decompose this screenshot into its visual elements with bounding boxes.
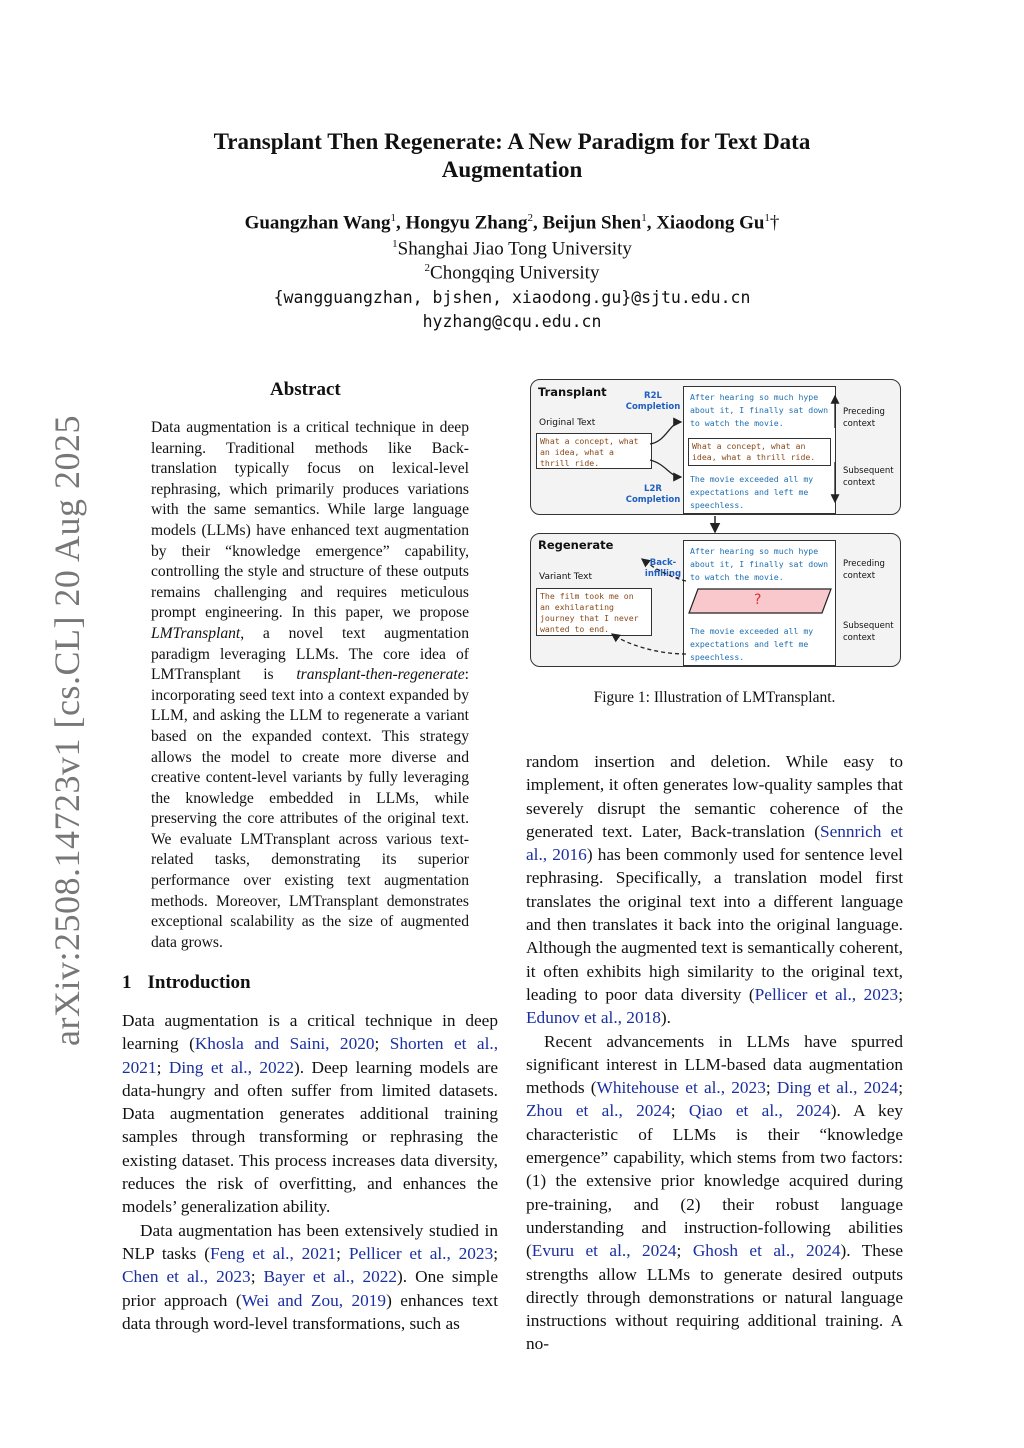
l2r-completion-label: L2R Completion [625, 484, 681, 505]
preceding-text: After hearing so much hype about it, I finally sat down to watch the movie. [690, 546, 829, 582]
citation-link[interactable]: Wei and Zou, 2019 [241, 1290, 387, 1310]
placeholder-mark: ? [754, 592, 762, 608]
back-infilling-arrow-bottom [612, 634, 686, 654]
citation-link[interactable]: Whitehouse et al., 2023 [596, 1078, 766, 1098]
subsequent-context-label: Subsequent context [843, 466, 894, 488]
citation-link[interactable]: Qiao et al., 2024 [688, 1101, 831, 1121]
author-list: Guangzhan Wang$^1$, Hongyu Zhang$^2$, Beijun Shen$^1$, Xiaodong Gu$^1$† [244, 212, 780, 234]
affiliation: $^1$Shanghai Jiao Tong University [392, 238, 632, 260]
author: Guangzhan Wang [244, 212, 391, 234]
original-text-label: Original Text [539, 418, 596, 428]
citation-link[interactable]: Bayer et al., 2022 [263, 1267, 398, 1287]
subsequent-text: The movie exceeded all my expectations and left me speechless. [690, 626, 814, 662]
paragraph: Data augmentation has been extensively studied in NLP tasks (Feng et al., 2021; Pellicer et al., 2023; Chen et al., 2023; Bayer et al., 2022). One simple prior approach (Wei and Zou, 2019) enhances text data through word-level transformations, such as [122, 1220, 499, 1333]
r2l-completion-label: R2L Completion [625, 391, 681, 412]
l2r-arrow [650, 460, 681, 477]
citation-link[interactable]: Khosla and Saini, 2020 [194, 1034, 375, 1054]
citation-link[interactable]: Chen et al., 2023 [122, 1267, 251, 1287]
transplant-label: Transplant [538, 385, 607, 399]
email[interactable]: hyzhang@cqu.edu.cn [422, 312, 602, 331]
paper-title: Transplant Then Regenerate: A New Paradigm for Text Data Augmentation [213, 129, 811, 182]
variant-text-box: The film took me on an exhilarating journey that I never wanted to end. [536, 588, 652, 636]
abstract-heading: Abstract [270, 379, 341, 400]
regenerate-label: Regenerate [538, 538, 614, 552]
figure-1 [526, 376, 906, 676]
citation-link[interactable]: Feng et al., 2021 [209, 1243, 337, 1263]
abstract-body: Data augmentation is a critical technique in deep learning. Traditional methods like Back-translation typically focus on lexical-level rephrasing, which primarily produces variations with the same semantics. While large language models (LLMs) have enhanced text augmentation by their “knowledge emergence” capability, controlling the style and structure of these outputs remains challenging and requires meticulous prompt engineering. In this paper, we propose LMTransplant, a novel text augmentation paradigm leveraging LLMs. The core idea of LMTransplant is transplant-then-regenerate: incorporating seed text into a context expanded by LLM, and asking the LLM to regenerate a variant based on the expanded context. This strategy allows the model to create more diverse and creative content-level variants by fully leveraging the knowledge embedded in LLMs, while preserving the core attributes of the original text. We evaluate LMTransplant across various text-related tasks, demonstrating its superior performance over existing text augmentation methods. Moreover, LMTransplant demonstrates exceptional scalability as the size of augmented data grows. [151, 419, 469, 951]
middle-text-box: What a concept, what an idea, what a thrill ride. [688, 438, 831, 466]
preceding-context-label: Preceding context [843, 407, 885, 429]
affiliation: $^2$Chongqing University [424, 262, 600, 284]
citation-link[interactable]: Sennrich et al., 2016 [526, 821, 903, 865]
arxiv-identifier: arXiv:2508.14723v1 [cs.CL] 20 Aug 2025 [47, 415, 87, 1046]
citation-link[interactable]: Edunov et al., 2018 [526, 1008, 661, 1028]
r2l-arrow [650, 422, 681, 444]
paragraph: Recent advancements in LLMs have spurred significant interest in LLM-based data augmentation methods (Whitehouse et al., 2023; Ding et al., 2024; Zhou et al., 2024; Qiao et al., 2024). A key characteristic of LLMs is their “knowledge emergence” capability, which stems from two factors: (1) the extensive prior knowledge acquired during pre-training, and (2) their robust language understanding and instruction-following abilities (Evuru et al., 2024; Ghosh et al., 2024). These strengths allow LLMs to generate desired outputs directly through demonstrations or natural language instructions without requiring additional training. A no- [526, 1031, 904, 1354]
citation-link[interactable]: Ding et al., 2022 [168, 1057, 294, 1077]
section-heading: 1 Introduction [122, 972, 251, 993]
paragraph: random insertion and deletion. While easy to implement, it often generates low-quality samples that severely disrupt the semantic coherence of the generated text. Later, Back-translation (Sennrich et al., 2016) has been commonly used for sentence level rephrasing. Specifically, a translation model first translates the original text into a different language and then translates it back into the original language. Although the augmented text is semantically coherent, it often exhibits high similarity to the original text, leading to poor data diversity (Pellicer et al., 2023; Edunov et al., 2018). [526, 752, 903, 1028]
preceding-context-label: Preceding context [843, 559, 885, 581]
author: Beijun Shen [542, 212, 642, 234]
email[interactable]: {wangguangzhan, bjshen, xiaodong.gu}@sjtu.edu.cn [273, 288, 751, 307]
citation-link[interactable]: Ding et al., 2024 [776, 1078, 899, 1098]
right-column-text [526, 750, 903, 1356]
back-infilling-label: Back-infilling [644, 558, 682, 579]
author: Hongyu Zhang [405, 212, 528, 234]
subsequent-text: The movie exceeded all my expectations and left me speechless. [690, 474, 814, 510]
subsequent-context-label: Subsequent context [843, 621, 894, 643]
citation-link[interactable]: Pellicer et al., 2023 [754, 984, 899, 1004]
citation-link[interactable]: Evuru et al., 2024 [531, 1241, 677, 1261]
citation-link[interactable]: Pellicer et al., 2023 [348, 1243, 494, 1263]
figure-arrows [526, 376, 906, 676]
citation-link[interactable]: Zhou et al., 2024 [526, 1101, 671, 1121]
citation-link[interactable]: Shorten et al., 2021 [122, 1034, 499, 1077]
paragraph: Data augmentation is a critical technique in deep learning (Khosla and Saini, 2020; Shorten et al., 2021; Ding et al., 2022). Deep learning models are data-hungry and often suffer from limited datasets. Data augmentation generates additional training samples through transforming or rephrasing the existing dataset. This process increases data diversity, reduces the risk of overfitting, and enhances the models’ generalization ability. [122, 1011, 499, 1217]
figure-caption: Figure 1: Illustration of LMTransplant. [593, 689, 836, 706]
left-column-text [122, 1009, 498, 1335]
citation-link[interactable]: Ghosh et al., 2024 [692, 1241, 841, 1261]
author: Xiaodong Gu [656, 212, 765, 234]
variant-text-label: Variant Text [539, 572, 592, 582]
preceding-text: After hearing so much hype about it, I finally sat down to watch the movie. [690, 392, 829, 428]
original-text-box: What a concept, what an idea, what a thrill ride. [536, 433, 652, 469]
back-infilling-arrow-top [642, 559, 686, 581]
